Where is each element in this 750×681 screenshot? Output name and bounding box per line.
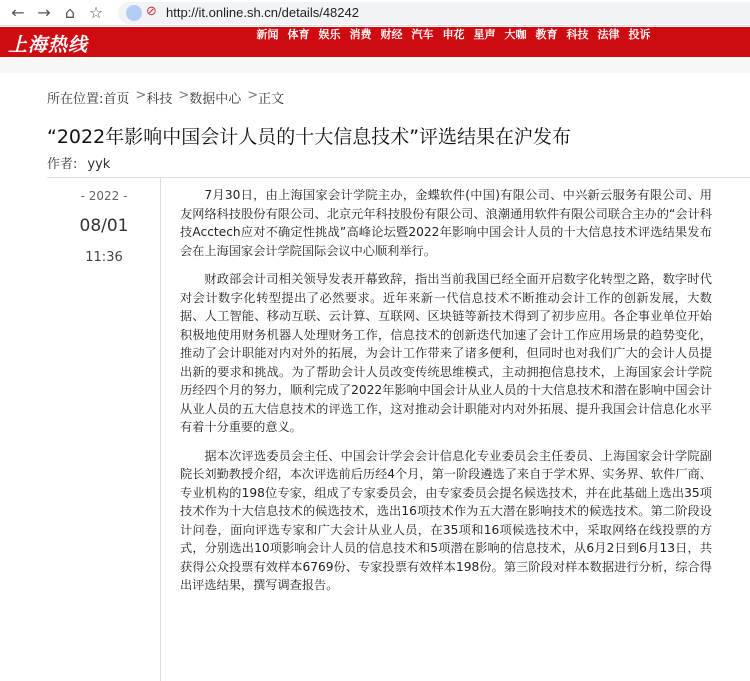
breadcrumb-tech[interactable]: 科技 xyxy=(146,92,173,107)
browser-toolbar xyxy=(0,0,750,26)
author-name: yyk xyxy=(87,157,111,172)
breadcrumb-separator: > xyxy=(178,88,190,103)
url-text[interactable]: http://it.online.sh.cn/details/48242 xyxy=(166,5,359,20)
breadcrumb xyxy=(47,88,284,107)
nav-item-stars[interactable]: 星声 xyxy=(473,28,496,41)
article-paragraph: 财政部会计司相关领导发表开幕致辞，指出当前我国已经全面开启数字化转型之路，数字时代对会计数字化转型提出了必然要求。近年来新一代信息技术不断推动会计工作的创新发展，大数据、人工智能、移动互联、云计算、互联网、区块链等新技术得到了初步应用。各企事业单位开始积极地使用财务机器人处理财务工作，信息技术的创新迭代加速了会计工作应用场景的趋势变化，推动了会计职能对内对外的拓展，为会计工作带来了诸多便利，但同时也对我们广大的会计人员提出新的要求和挑战。为了帮助会计人员改变传统思维模式，主动拥抱信息技术，上海国家会计学院历经四个月的努力，顺利完成了2022年影响中国会计从业人员的十大信息技术和潜在影响中国会计从业人员的五大信息技术的评选工作，这对推动会计职能对内对外拓展、提升我国会计信息化水平有着十分重要的意义。 xyxy=(180,272,712,434)
site-info-icon[interactable] xyxy=(126,5,142,21)
home-icon[interactable]: ⌂ xyxy=(64,3,76,22)
publish-day: 08/01 xyxy=(79,216,129,236)
site-logo[interactable]: 上海热线 xyxy=(8,34,89,56)
back-icon[interactable]: ← xyxy=(11,3,25,22)
nav-item-shenhua[interactable]: 申花 xyxy=(442,28,465,41)
nav-item-tech[interactable]: 科技 xyxy=(566,28,589,41)
nav-item-celebrities[interactable]: 大咖 xyxy=(504,28,527,41)
nav-item-news[interactable]: 新闻 xyxy=(256,28,279,41)
nav-item-entertainment[interactable]: 娱乐 xyxy=(318,28,341,41)
header-sub-strip xyxy=(0,57,750,73)
article-paragraph: 7月30日，由上海国家会计学院主办，金蝶软件(中国)有限公司、中兴新云服务有限公司、用友网络科技股份有限公司、北京元年科技股份有限公司、浪潮通用软件有限公司联合主办的“会计科技Acctech应对不确定性挑战”高峰论坛暨2022年影响中国会计人员的十大信息技术评选结果发布会在上海国家会计学院国际会议中心顺利举行。 xyxy=(180,188,712,258)
author-label: 作者: xyxy=(47,157,78,172)
nav-item-complaints[interactable]: 投诉 xyxy=(628,28,651,41)
breadcrumb-current: 正文 xyxy=(258,92,285,107)
site-header xyxy=(0,27,750,57)
breadcrumb-separator: > xyxy=(135,88,147,103)
breadcrumb-home[interactable]: 首页 xyxy=(103,92,130,107)
forward-icon[interactable]: → xyxy=(37,3,51,22)
nav-item-education[interactable]: 教育 xyxy=(535,28,558,41)
breadcrumb-prefix: 所在位置: xyxy=(47,92,104,107)
nav-item-auto[interactable]: 汽车 xyxy=(411,28,434,41)
publish-year: - 2022 - xyxy=(80,189,128,203)
publish-date-column xyxy=(47,178,161,681)
address-bar[interactable] xyxy=(118,2,750,24)
main-nav xyxy=(252,27,655,43)
nav-item-consumer[interactable]: 消费 xyxy=(349,28,372,41)
publish-time: 11:36 xyxy=(85,250,123,265)
article-title: “2022年影响中国会计人员的十大信息技术”评选结果在沪发布 xyxy=(47,126,572,148)
article-paragraph: 据本次评选委员会主任、中国会计学会会计信息化专业委员会主任委员、上海国家会计学院副院长刘勤教授介绍，本次评选前后历经4个月，第一阶段遴选了来自于学术界、实务界、软件厂商、专业机构的198位专家，组成了专家委员会，由专家委员会提名候选技术，并在此基础上选出35项技术作为十大信息技术的候选技术，选出16项技术作为五大潜在影响技术的候选技术。第二阶段设计问卷，面向评选专家和广大会计从业人员，在35项和16项候选技术中，采取网络在线投票的方式，分别选出10项影响会计人员的信息技术和5项潜在影响的信息技术，从6月2日到6月13日，共获得公众投票有效样本6769份、专家投票有效样本198份。第三阶段对样本数据进行分析，综合得出评选结果，撰写调查报告。 xyxy=(180,448,712,592)
nav-item-sports[interactable]: 体育 xyxy=(287,28,310,41)
security-shield-icon[interactable]: ⊘ xyxy=(146,4,157,19)
article-body xyxy=(180,186,712,605)
article-author xyxy=(47,153,110,172)
breadcrumb-separator: > xyxy=(247,88,259,103)
breadcrumb-data-center[interactable]: 数据中心 xyxy=(189,92,242,107)
favorites-star-icon[interactable]: ☆ xyxy=(88,3,104,22)
nav-item-finance[interactable]: 财经 xyxy=(380,28,403,41)
nav-item-law[interactable]: 法律 xyxy=(597,28,620,41)
